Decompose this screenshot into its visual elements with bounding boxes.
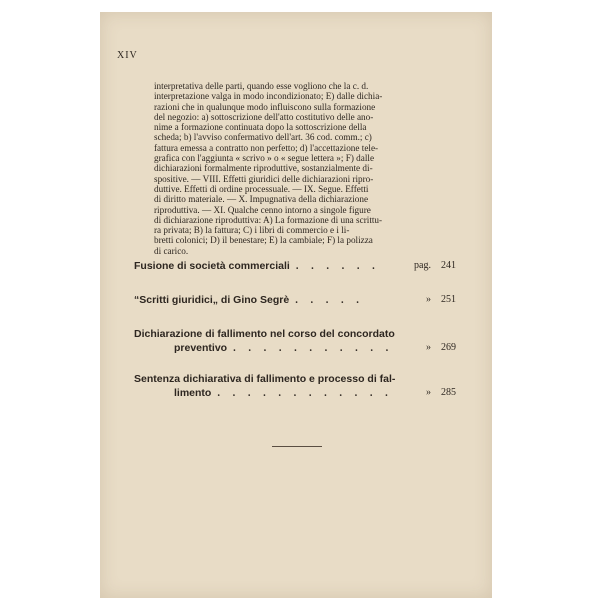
body-line: di dichiarazione riproduttiva: A) La formazione di una scrittu- bbox=[154, 214, 383, 225]
body-line: scheda; b) l'avviso confermativo dell'art. 36 cod. comm.; c) bbox=[154, 132, 372, 143]
page-number: XIV bbox=[117, 50, 138, 61]
toc-entry-scritti-giuridici bbox=[134, 293, 456, 308]
body-line: bretti colonici; D) il benestare; E) la cambiale; F) la polizza bbox=[154, 235, 373, 246]
toc-title: Fusione di società commerciali bbox=[134, 260, 290, 272]
toc-leaders: . . . . . . bbox=[295, 261, 380, 272]
body-paragraph bbox=[154, 81, 444, 256]
toc-title-line bbox=[134, 259, 456, 274]
toc-title-continuation: limento bbox=[174, 387, 212, 399]
body-line: del negozio: a) sottoscrizione dell'atto costitutivo delle ano- bbox=[154, 111, 374, 122]
body-line: riproduttiva. — XI. Qualche cenno intorno a singole figure bbox=[154, 204, 371, 215]
toc-entry-sentenza-dichiarativa bbox=[134, 372, 456, 401]
toc-page-prefix: » bbox=[426, 342, 431, 353]
toc-title: Sentenza dichiarativa di fallimento e processo di fal- bbox=[134, 373, 396, 385]
toc-leaders: . . . . . . . . . . . . bbox=[217, 388, 393, 399]
toc-page-ref bbox=[426, 293, 456, 307]
toc-page-number: 241 bbox=[441, 260, 456, 271]
toc-entry-dichiarazione-fallimento bbox=[134, 327, 456, 356]
end-rule bbox=[272, 446, 322, 447]
toc-title-line bbox=[134, 293, 456, 308]
toc-title-line bbox=[134, 372, 456, 386]
body-line: nime a formazione continuata dopo la sottoscrizione della bbox=[154, 122, 367, 133]
body-line: spositive. — VIII. Effetti giuridici delle dichiarazioni ripro- bbox=[154, 173, 374, 184]
body-line: dichiarazioni formalmente riproduttive, sostanzialmente di- bbox=[154, 163, 373, 174]
body-line: ra privata; B) la fattura; C) i libri di commercio e i li- bbox=[154, 225, 350, 236]
toc-title-line bbox=[134, 386, 456, 401]
table-of-contents bbox=[134, 259, 456, 401]
book-page bbox=[100, 12, 492, 598]
body-line: duttive. Effetti di ordine processuale. — IX. Segue. Effetti bbox=[154, 183, 369, 194]
toc-page-prefix: » bbox=[426, 387, 431, 398]
toc-page-number: 251 bbox=[441, 294, 456, 305]
toc-title: “Scritti giuridici„ di Gino Segrè bbox=[134, 294, 290, 306]
toc-page-prefix: pag. bbox=[414, 260, 431, 271]
toc-leaders: . . . . . bbox=[295, 295, 364, 306]
toc-page-ref bbox=[426, 341, 456, 355]
toc-page-number: 285 bbox=[441, 387, 456, 398]
body-line: di carico. bbox=[154, 245, 189, 256]
body-line: di diritto materiale. — X. Impugnativa della dichiarazione bbox=[154, 194, 369, 205]
body-line: interpretazione valga in modo incondizionato; E) dalle dichia- bbox=[154, 91, 383, 102]
toc-page-prefix: » bbox=[426, 294, 431, 305]
toc-page-ref bbox=[414, 259, 456, 273]
toc-page-number: 269 bbox=[441, 342, 456, 353]
body-line: razioni che in qualunque modo influiscono sulla formazione bbox=[154, 101, 376, 112]
toc-title-line bbox=[134, 327, 456, 341]
body-line: fattura emessa a contratto non perfetto; d) l'accettazione tele- bbox=[154, 142, 379, 153]
toc-title-continuation: preventivo bbox=[174, 342, 228, 354]
toc-leaders: . . . . . . . . . . . bbox=[233, 343, 394, 354]
toc-title-line bbox=[134, 341, 456, 356]
body-line: interpretativa delle parti, quando esse vogliono che la c. d. bbox=[154, 81, 369, 91]
toc-title: Dichiarazione di fallimento nel corso del concordato bbox=[134, 328, 395, 340]
toc-page-ref bbox=[426, 386, 456, 400]
toc-entry-fusione bbox=[134, 259, 456, 274]
body-line: grafica con l'aggiunta « scrivo » o « segue lettera »; F) dalle bbox=[154, 153, 375, 164]
